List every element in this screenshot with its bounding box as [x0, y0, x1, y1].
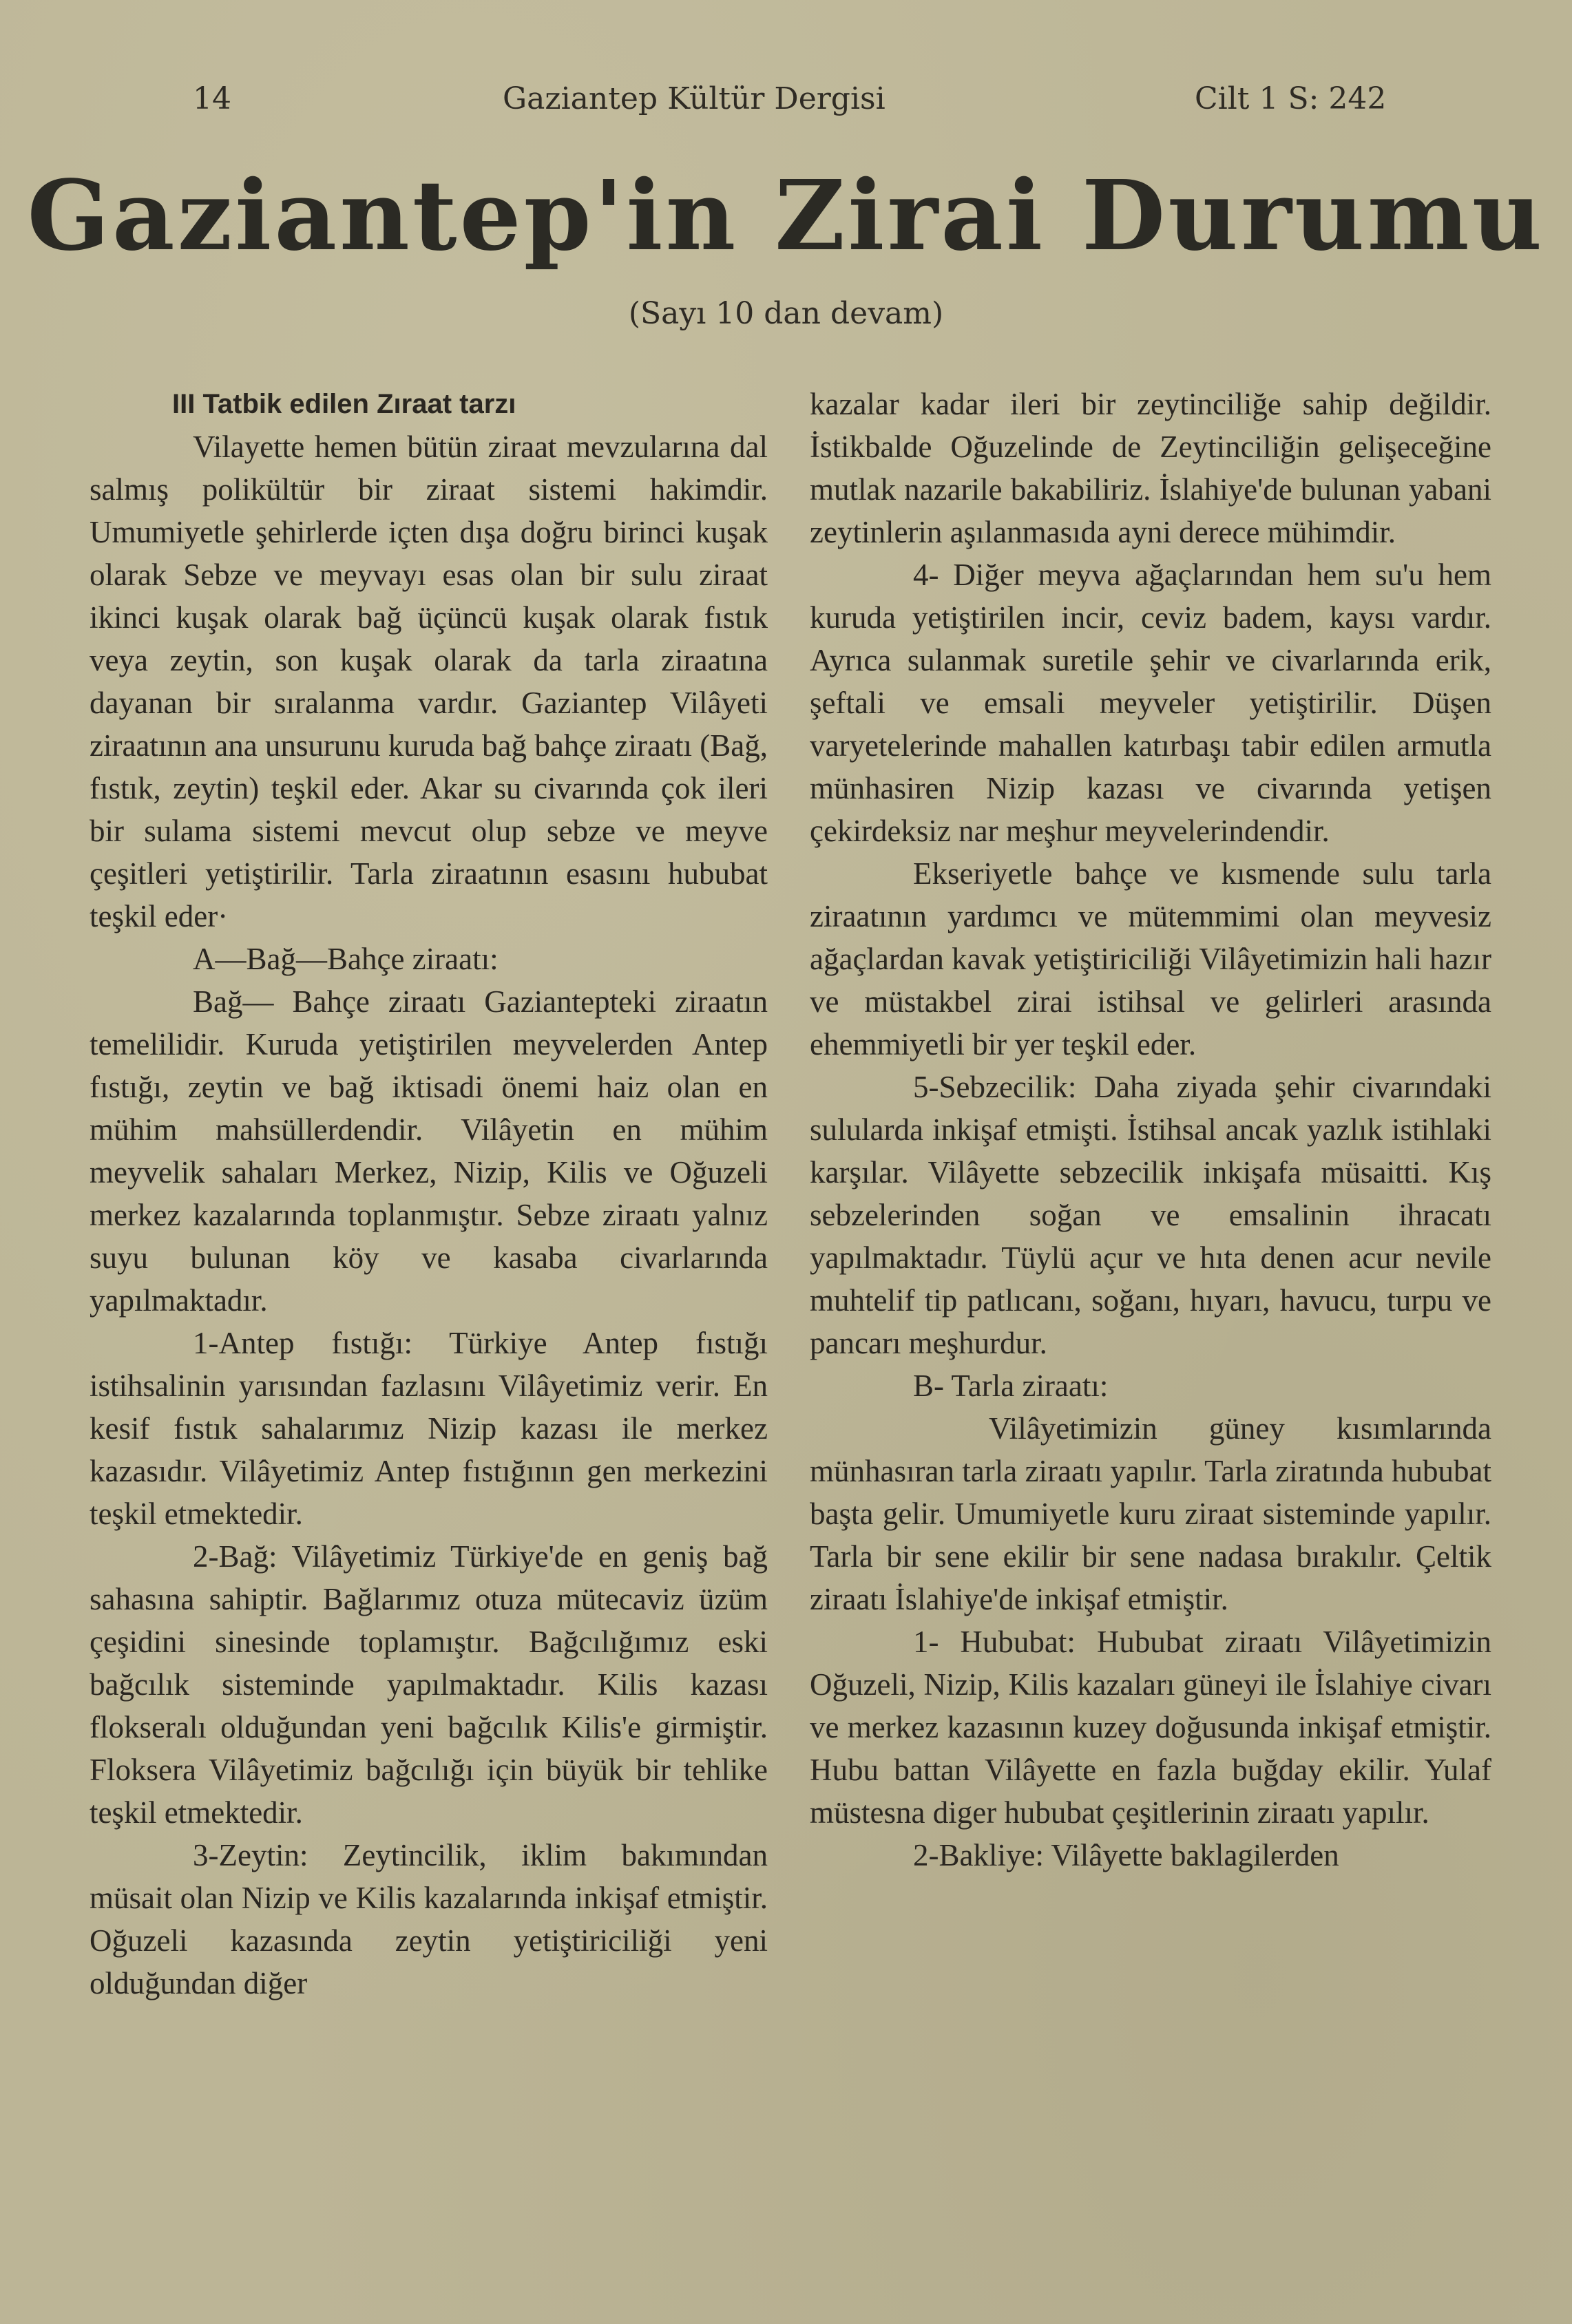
left-column: [90, 383, 768, 2005]
page-number: 14: [193, 81, 231, 116]
article-title: Gaziantep'in Zirai Durumu: [27, 160, 1545, 273]
journal-name: Gaziantep Kültür Dergisi: [503, 81, 885, 116]
right-paragraph: 4- Diğer meyva ağaçlarından hem su'u hem kuruda yetiştirilen incir, ceviz badem, kaysı vardır. Ayrıca sulanmak suretile şehir ve civarlarında erik, şeftali ve emsali meyveler yetiştirilir. Düşen varyetelerinde mahallen katırbaşı tabir edilen armutla münhasiren Nizip kazası ve civarında yetişen çekirdeksiz nar meşhur meyvelerindendir.: [810, 558, 1491, 848]
left-paragraph: 2-Bağ: Vilâyetimiz Türkiye'de en geniş bağ sahasına sahiptir. Bağlarımız otuza mütecaviz üzüm çeşidini sinesinde toplamıştır. Bağcılığımız eski bağcılık sisteminde yapılmaktadır. Kilis kazası flokseralı olduğundan yeni bağcılık Kilis'e girmiştir. Floksera Vilâyetimiz bağcılığı için büyük bir tehlike teşkil etmektedir.: [90, 1539, 768, 1830]
right-paragraph: Ekseriyetle bahçe ve kısmende sulu tarla ziraatının yardımcı ve mütemmimi olan meyvesiz ağaçlardan kavak yetiştiriciliği Vilâyetimizin hali hazır ve müstakbel zirai istihsal ve gelirleri arasında ehemmiyetli bir yer teşkil eder.: [810, 856, 1491, 1061]
right-paragraph: 2-Bakliye: Vilâyette baklagilerden: [913, 1838, 1339, 1872]
right-paragraph: B- Tarla ziraatı:: [913, 1369, 1109, 1403]
right-paragraph: Vilâyetimizin güney kısımlarında münhasıran tarla ziraatı yapılır. Tarla ziratında hububat başta gelir. Umumiyetle kuru ziraat sisteminde yapılır. Tarla bir sene ekilir bir sene nadasa bırakılır. Çeltik ziraatı İslahiye'de inkişaf etmiştir.: [810, 1411, 1491, 1616]
left-paragraph: Vilayette hemen bütün ziraat mevzularına dal salmış polikültür bir ziraat sistemi hakimdir. Umumiyetle şehirlerde içten dışa doğru birinci kuşak olarak Sebze ve meyvayı esas olan bir sulu ziraat ikinci kuşak olarak bağ üçüncü kuşak olarak fıstık veya zeytin, son kuşak olarak da tarla ziraatına dayanan bir sıralanma vardır. Gaziantep Vilâyeti ziraatının ana unsurunu kuruda bağ bahçe ziraatı (Bağ, fıstık, zeytin) teşkil eder. Akar su civarında çok ileri bir sulama sistemi mevcut olup sebze ve meyve çeşitleri yetiştirilir. Tarla ziraatının esasını hububat teşkil eder·: [90, 430, 768, 933]
right-paragraph: 5-Sebzecilik: Daha ziyada şehir civarındaki sulularda inkişaf etmişti. İstihsal ancak yazlık istihlaki karşılar. Vilâyette sebzecilik inkişafa müsaitti. Kış sebzelerinden soğan ve emsalinin ihracatı yapılmaktadır. Tüylü açur ve hıta denen acur nevile muhtelif tip patlıcanı, soğanı, hıyarı, havucu, turpu ve pancarı meşhurdur.: [810, 1070, 1491, 1360]
left-paragraph: III Tatbik edilen Zıraat tarzı: [172, 389, 516, 419]
right-column: [810, 383, 1491, 1877]
article-subtitle: (Sayı 10 dan devam): [628, 296, 944, 331]
volume-issue: Cilt 1 S: 242: [1195, 81, 1387, 116]
left-paragraph: Bağ— Bahçe ziraatı Gaziantepteki ziraatın temelilidir. Kuruda yetiştirilen meyvelerden Antep fıstığı, zeytin ve bağ iktisadi önemi haiz olan en mühim mahsüllerdendir. Vilâyetin en mühim meyvelik sahaları Merkez, Nizip, Kilis ve Oğuzeli merkez kazalarında toplanmıştır. Sebze ziraatı yalnız suyu bulunan köy ve kasaba civarlarında yapılmaktadır.: [90, 984, 768, 1318]
right-paragraph: 1- Hububat: Hububat ziraatı Vilâyetimizin Oğuzeli, Nizip, Kilis kazaları güneyi ile İslahiye civarı ve merkez kazasının kuzey doğusunda inkişaf etmiştir. Hubu battan Vilâyette en fazla buğday ekilir. Yulaf müstesna diger hububat çeşitlerinin ziraatı yapılır.: [810, 1625, 1491, 1830]
left-paragraph: 3-Zeytin: Zeytincilik, iklim bakımından müsait olan Nizip ve Kilis kazalarında inkişaf etmiştir. Oğuzeli kazasında zeytin yetiştiriciliği yeni olduğundan diğer: [90, 1838, 768, 2000]
right-paragraph: kazalar kadar ileri bir zeytinciliğe sahip değildir. İstikbalde Oğuzelinde de Zeytinciliğin gelişeceğine mutlak nazarile bakabiliriz. İslahiye'de bulunan yabani zeytinlerin aşılanmasıda ayni derece mühimdir.: [810, 387, 1491, 549]
left-paragraph: 1-Antep fıstığı: Türkiye Antep fıstığı istihsalinin yarısından fazlasını Vilâyetimiz verir. En kesif fıstık sahalarımız Nizip kazası ile merkez kazasıdır. Vilâyetimiz Antep fıstığının gen merkezini teşkil etmektedir.: [90, 1326, 768, 1531]
left-paragraph: A—Bağ—Bahçe ziraatı:: [193, 942, 499, 976]
